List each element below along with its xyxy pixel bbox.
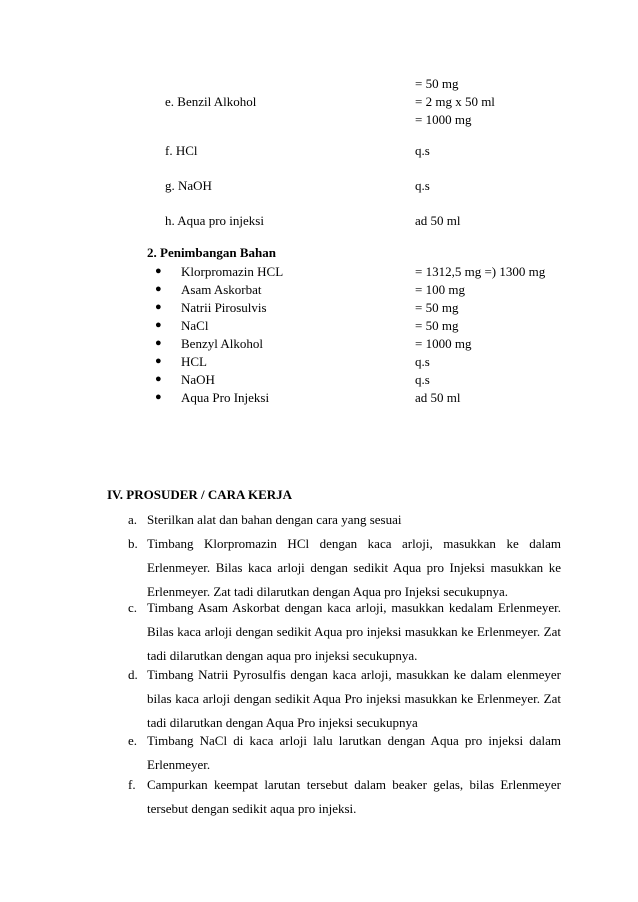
weigh-item-name: Natrii Pirosulvis xyxy=(181,300,267,315)
step-line: Timbang Asam Askorbat dengan kaca arloji, masukkan kedalam Erlenmeyer. xyxy=(147,600,561,615)
step-label: c. xyxy=(128,600,138,615)
step-line: tersebut dengan sedikit aqua pro injeksi. xyxy=(147,801,357,816)
step-c-text xyxy=(147,596,561,668)
section2-heading: 2. Penimbangan Bahan xyxy=(147,245,276,260)
item-g-label: g. NaOH xyxy=(165,178,212,193)
weigh-item-value: = 50 mg xyxy=(415,300,459,315)
weigh-item-value: q.s xyxy=(415,372,430,387)
step-line: Erlenmeyer. Zat tadi dilarutkan dengan Aqua pro Injeksi secukupnya. xyxy=(147,584,508,599)
step-label: f. xyxy=(128,777,136,792)
step-line: Timbang NaCl di kaca arloji lalu larutkan dengan Aqua pro injeksi dalam xyxy=(147,733,561,748)
bullet-icon: ● xyxy=(155,283,162,295)
bullet-icon: ● xyxy=(155,337,162,349)
bullet-icon: ● xyxy=(155,301,162,313)
step-line: Erlenmeyer. Bilas kaca arloji dengan sedikit Aqua pro Injeksi masukkan ke xyxy=(147,560,561,575)
bullet-icon: ● xyxy=(155,265,162,277)
bullet-icon: ● xyxy=(155,355,162,367)
item-g-value: q.s xyxy=(415,178,430,193)
step-line: Erlenmeyer. xyxy=(147,757,211,772)
weigh-item-name: HCL xyxy=(181,354,207,369)
item-h-value: ad 50 ml xyxy=(415,213,461,228)
weigh-item-value: = 1312,5 mg =) 1300 mg xyxy=(415,264,546,279)
step-line: Timbang Klorpromazin HCl dengan kaca arloji, masukkan ke dalam xyxy=(147,536,561,551)
weigh-item-value: = 1000 mg xyxy=(415,336,472,351)
step-f-text xyxy=(147,773,561,821)
step-line: tadi dilarutkan dengan aqua pro injeksi secukupnya. xyxy=(147,648,418,663)
step-a-text xyxy=(147,508,561,532)
bullet-icon: ● xyxy=(155,373,162,385)
step-label: a. xyxy=(128,512,138,527)
step-line: Sterilkan alat dan bahan dengan cara yang sesuai xyxy=(147,512,402,527)
weigh-item-name: Asam Askorbat xyxy=(181,282,262,297)
step-line: tadi dilarutkan dengan Aqua Pro injeksi secukupnya xyxy=(147,715,418,730)
item-e-label: e. Benzil Alkohol xyxy=(165,94,257,109)
item-e-value-2: = 2 mg x 50 ml xyxy=(415,94,495,109)
step-label: d. xyxy=(128,667,138,682)
weigh-item-value: q.s xyxy=(415,354,430,369)
bullet-icon: ● xyxy=(155,319,162,331)
item-e-value-3: = 1000 mg xyxy=(415,112,472,127)
weigh-item-name: Benzyl Alkohol xyxy=(181,336,263,351)
bullet-icon: ● xyxy=(155,391,162,403)
item-f-value: q.s xyxy=(415,143,430,158)
step-d-text xyxy=(147,663,561,735)
weigh-item-name: Aqua Pro Injeksi xyxy=(181,390,270,405)
weigh-item-value: = 50 mg xyxy=(415,318,459,333)
weigh-item-name: Klorpromazin HCL xyxy=(181,264,284,279)
step-label: b. xyxy=(128,536,138,551)
step-line: bilas kaca arloji dengan sedikit Aqua Pro injeksi masukkan ke Erlenmeyer. Zat xyxy=(147,691,561,706)
step-e-text xyxy=(147,729,561,777)
step-label: e. xyxy=(128,733,138,748)
step-b-text xyxy=(147,532,561,604)
step-line: Timbang Natrii Pyrosulfis dengan kaca arloji, masukkan ke dalam elenmeyer xyxy=(147,667,561,682)
weigh-item-name: NaCl xyxy=(181,318,209,333)
weigh-item-name: NaOH xyxy=(181,372,215,387)
item-f-label: f. HCl xyxy=(165,143,198,158)
item-e-value-1: = 50 mg xyxy=(415,76,459,91)
weigh-item-value: ad 50 ml xyxy=(415,390,461,405)
step-line: Campurkan keempat larutan tersebut dalam beaker gelas, bilas Erlenmeyer xyxy=(147,777,561,792)
section4-heading: IV. PROSUDER / CARA KERJA xyxy=(107,487,293,502)
step-line: Bilas kaca arloji dengan sedikit Aqua pro injeksi masukkan ke Erlenmeyer. Zat xyxy=(147,624,561,639)
item-h-label: h. Aqua pro injeksi xyxy=(165,213,264,228)
weigh-item-value: = 100 mg xyxy=(415,282,465,297)
